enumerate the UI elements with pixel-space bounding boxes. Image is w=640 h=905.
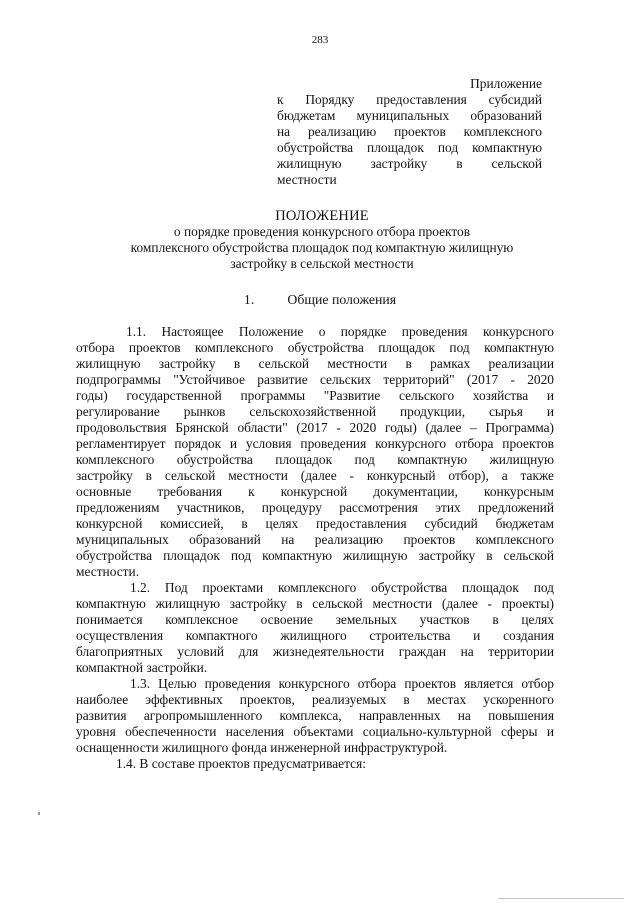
document-body xyxy=(76,324,554,772)
text-line: осуществления компактного жилищного строительства и создания xyxy=(76,628,554,643)
text-line: понимается комплексное освоение земельных участков в целях xyxy=(76,612,554,627)
text-line: комплексного обустройства площадок под компактную жилищную xyxy=(76,452,554,467)
annex-line: к Порядку предоставления субсидий xyxy=(277,92,542,107)
text-line: благоприятных условий для жизнедеятельности граждан на территории xyxy=(76,644,554,659)
text-line: основные требования к конкурсной документации, конкурсным xyxy=(76,484,554,499)
text-line: оснащенности жилищного фонда инженерной инфраструктурой. xyxy=(76,740,448,755)
text-line: 1.1. Настоящее Положение о порядке проведения конкурсного xyxy=(126,324,554,339)
annex-line: на реализацию проектов комплексного xyxy=(277,124,542,139)
text-line: местности. xyxy=(76,564,140,579)
text-line: застройку в сельской местности (далее - конкурсный отбор), а также xyxy=(76,468,554,483)
page-number: 283 xyxy=(311,34,329,46)
title-line: комплексного обустройства площадок под компактную жилищную xyxy=(130,240,514,255)
scan-edge-line xyxy=(498,898,624,899)
paragraph-1-2 xyxy=(76,580,554,676)
text-line: годы) государственной программы "Развитие сельского хозяйства и xyxy=(76,388,554,403)
text-line: 1.4. В составе проектов предусматривается: xyxy=(116,756,366,771)
text-line: компактной застройки. xyxy=(76,660,208,675)
paragraph-1-4 xyxy=(76,756,554,772)
text-line: 1.3. Целью проведения конкурсного отбора проектов является отбор xyxy=(130,676,554,691)
text-line: 1.2. Под проектами комплексного обустройства площадок под xyxy=(130,580,554,595)
paragraph-1-1 xyxy=(76,324,554,580)
document-title xyxy=(80,208,564,272)
annex-line: местности xyxy=(277,172,337,187)
text-line: компактную жилищную застройку в сельской местности (далее - проекты) xyxy=(76,596,554,611)
annex-reference xyxy=(277,76,542,188)
text-line: отбора проектов комплексного обустройства площадок под компактную xyxy=(76,340,554,355)
text-line: предложениям участников, процедуру рассмотрения этих предложений xyxy=(76,500,554,515)
text-line: конкурсной комиссией, в целях предоставления субсидий бюджетам xyxy=(76,516,554,531)
text-line: регулирование рынков сельскохозяйственной продукции, сырья и xyxy=(76,404,554,419)
text-line: обустройства площадок под компактную жилищную застройку в сельской xyxy=(76,548,554,563)
text-line: развития агропромышленного комплекса, направленных на повышения xyxy=(76,708,554,723)
title-line: застройку в сельской местности xyxy=(230,256,414,271)
annex-line: жилищную застройку в сельской xyxy=(277,156,542,171)
text-line: уровня обеспеченности населения объектами социально-культурной сферы и xyxy=(76,724,554,739)
annex-line: обустройства площадок под компактную xyxy=(277,140,542,155)
text-line: продовольствия Брянской области" (2017 - 2020 годы) (далее – Программа) xyxy=(76,420,554,435)
text-line: регламентирует порядок и условия проведения конкурсного отбора проектов xyxy=(76,436,554,451)
scan-speck xyxy=(38,812,40,815)
text-line: жилищную застройку в сельской местности в рамках реализации xyxy=(76,356,554,371)
annex-line: бюджетам муниципальных образований xyxy=(277,108,542,123)
section-title: Общие положения xyxy=(287,292,397,307)
title-line: о порядке проведения конкурсного отбора проектов xyxy=(173,224,471,239)
text-line: наиболее эффективных проектов, реализуемых в местах ускоренного xyxy=(76,692,554,707)
section-number: 1. xyxy=(243,292,255,307)
section-heading xyxy=(0,292,640,308)
annex-line: Приложение xyxy=(470,76,542,91)
paragraph-1-3 xyxy=(76,676,554,756)
title-heading: ПОЛОЖЕНИЕ xyxy=(275,208,369,224)
text-line: подпрограммы "Устойчивое развитие сельских территорий" (2017 - 2020 xyxy=(76,372,554,387)
text-line: муниципальных образований на реализацию проектов комплексного xyxy=(76,532,554,547)
